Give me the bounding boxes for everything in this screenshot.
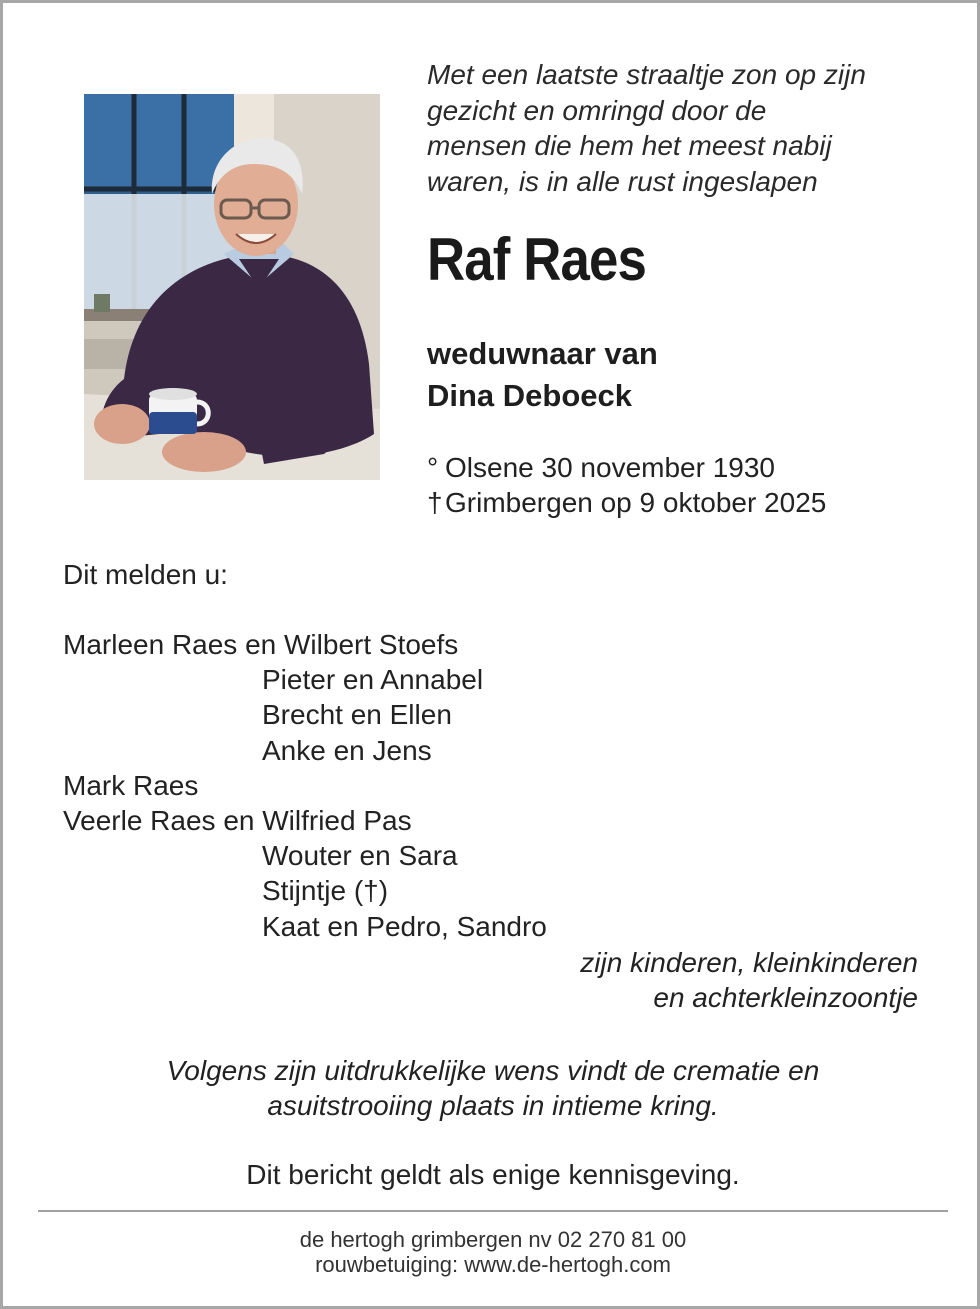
relation-line: en achterkleinzoontje <box>653 982 918 1013</box>
funeral-home-contact: de hertogh grimbergen nv 02 270 81 00 <box>299 1227 687 1252</box>
spouse-relation: weduwnaar van <box>427 336 658 371</box>
wish-line: Volgens zijn uitdrukkelijke wens vindt de crematie en <box>166 1055 820 1086</box>
death-text: Grimbergen op 9 oktober 2025 <box>445 487 827 518</box>
condolence-link[interactable]: rouwbetuiging: www.de-hertogh.com <box>315 1252 671 1277</box>
quote-line: waren, is in alle rust ingeslapen <box>427 165 818 197</box>
family-member: Marleen Raes en Wilbert Stoefs <box>63 629 459 660</box>
family-member: Kaat en Pedro, Sandro <box>262 910 547 942</box>
funeral-wish <box>3 1053 980 1123</box>
spouse-info <box>427 333 658 417</box>
quote-line: Met een laatste straaltje zon op zijn <box>427 59 866 90</box>
cross-icon: † <box>427 487 443 518</box>
family-relation <box>580 945 918 1015</box>
family-member: Veerle Raes en Wilfried Pas <box>63 805 412 837</box>
quote-line: mensen die hem het meest nabij <box>427 130 832 161</box>
wish-line: asuitstrooiing plaats in intieme kring. <box>267 1090 719 1121</box>
death-line <box>427 485 826 520</box>
quote-line: gezicht en omringd door de <box>427 94 767 126</box>
family-list <box>63 627 943 944</box>
relation-line: zijn kinderen, kleinkinderen <box>580 947 918 978</box>
birth-symbol: ° <box>427 452 439 483</box>
family-member: Mark Raes <box>63 769 199 801</box>
family-member: Brecht en Ellen <box>262 699 452 731</box>
portrait-photo <box>84 94 380 480</box>
funeral-home-footer <box>3 1227 980 1277</box>
opening-quote <box>427 57 947 199</box>
family-member: Anke en Jens <box>262 734 432 766</box>
spouse-name: Dina Deboeck <box>427 378 633 413</box>
family-member: Stijntje (†) <box>262 875 389 907</box>
birth-line <box>427 450 826 485</box>
family-member: Pieter en Annabel <box>262 664 484 696</box>
deceased-name: Raf Raes <box>427 226 646 293</box>
family-member: Wouter en Sara <box>262 840 458 872</box>
life-dates <box>427 450 826 520</box>
announcement-intro: Dit melden u: <box>63 559 228 590</box>
birth-text: Olsene 30 november 1930 <box>445 452 775 483</box>
footer-divider <box>38 1210 948 1212</box>
notice-text: Dit bericht geldt als enige kennisgeving. <box>246 1159 740 1190</box>
